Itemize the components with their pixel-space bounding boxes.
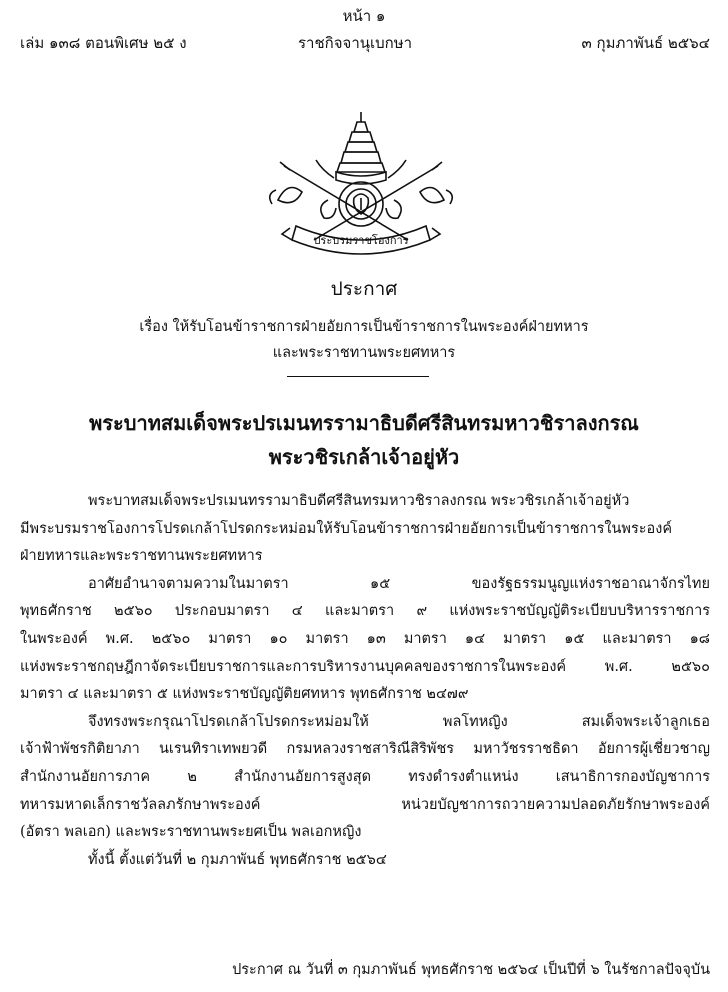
publication-name: ราชกิจจานุเบกษา bbox=[298, 34, 413, 52]
body-line: ทั้งนี้ ตั้งแต่วันที่ ๒ กุมภาพันธ์ พุทธศักราช ๒๕๖๔ bbox=[88, 851, 387, 868]
volume-issue: เล่ม ๑๓๘ ตอนพิเศษ ๒๕ ง bbox=[20, 34, 187, 52]
royal-emblem bbox=[258, 108, 464, 258]
king-title bbox=[0, 406, 728, 474]
gazette-header bbox=[20, 32, 710, 54]
king-title-line-2: พระวชิรเกล้าเจ้าอยู่หัว bbox=[268, 445, 460, 469]
body-line: แห่งพระราชกฤษฎีกาจัดระเบียบราชการและการบริหารงานบุคคลของราชการในพระองค์ พ.ศ. ๒๕๖๐ bbox=[20, 658, 710, 675]
king-title-line-1: พระบาทสมเด็จพระปรเมนทรรามาธิบดีศรีสินทรมหาวชิราลงกรณ bbox=[89, 411, 639, 435]
body-line: ฝ่ายทหารและพระราชทานพระยศทหาร bbox=[20, 548, 263, 565]
body-line: สำนักงานอัยการภาค ๒ สำนักงานอัยการสูงสุด ทรงดำรงตำแหน่ง เสนาธิการกองบัญชาการ bbox=[20, 768, 710, 785]
subject-line-1: เรื่อง ให้รับโอนข้าราชการฝ่ายอัยการเป็นข้าราชการในพระองค์ฝ่ายทหาร bbox=[139, 319, 589, 335]
body-line: มาตรา ๔ และมาตรา ๕ แห่งพระราชบัญญัติยศทหาร พุทธศักราช ๒๔๗๙ bbox=[20, 686, 469, 703]
title-divider bbox=[287, 376, 429, 377]
body-line: พุทธศักราช ๒๕๖๐ ประกอบมาตรา ๔ และมาตรา ๙ แห่งพระราชบัญญัติระเบียบบริหารราชการ bbox=[20, 603, 710, 620]
body-line: จึงทรงพระกรุณาโปรดเกล้าโปรดกระหม่อมให้ พลโทหญิง สมเด็จพระเจ้าลูกเธอ bbox=[88, 713, 710, 730]
closing-date-line: ประกาศ ณ วันที่ ๓ กุมภาพันธ์ พุทธศักราช ๒๕๖๔ เป็นปีที่ ๖ ในรัชกาลปัจจุบัน bbox=[232, 962, 710, 978]
body-line: พระบาทสมเด็จพระปรเมนทรรามาธิบดีศรีสินทรมหาวชิราลงกรณ พระวชิรเกล้าเจ้าอยู่หัว bbox=[88, 493, 630, 509]
royal-cypher-emblem-icon bbox=[258, 108, 464, 258]
announcement-body bbox=[20, 488, 710, 874]
body-line: เจ้าฟ้าพัชรกิติยาภา นเรนทิราเทพยวดี กรมหลวงราชสาริณีสิริพัชร มหาวัชรราชธิดา อัยการผู้เชี่ยวชาญ bbox=[20, 741, 710, 758]
announcement-subject bbox=[0, 314, 728, 366]
publication-date: ๓ กุมภาพันธ์ ๒๕๖๔ bbox=[581, 34, 710, 52]
emblem-banner-text: ประบรมราชโองการ bbox=[313, 234, 409, 247]
page-number: หน้า ๑ bbox=[342, 7, 386, 25]
body-line: (อัตรา พลเอก) และพระราชทานพระยศเป็น พลเอกหญิง bbox=[20, 824, 362, 841]
body-line: อาศัยอำนาจตามความในมาตรา ๑๕ ของรัฐธรรมนูญแห่งราชอาณาจักรไทย bbox=[88, 575, 710, 592]
body-line: ในพระองค์ พ.ศ. ๒๕๖๐ มาตรา ๑๐ มาตรา ๑๓ มาตรา ๑๔ มาตรา ๑๕ และมาตรา ๑๘ bbox=[20, 630, 710, 647]
body-line: มีพระบรมราชโองการโปรดเกล้าโปรดกระหม่อมให้รับโอนข้าราชการฝ่ายอัยการเป็นข้าราชการในพระองค์ bbox=[20, 520, 673, 537]
announcement-title: ประกาศ bbox=[330, 278, 398, 300]
subject-line-2: และพระราชทานพระยศทหาร bbox=[272, 345, 456, 361]
body-line: ทหารมหาดเล็กราชวัลลภรักษาพระองค์ หน่วยบัญชาการถวายความปลอดภัยรักษาพระองค์ bbox=[20, 796, 710, 813]
